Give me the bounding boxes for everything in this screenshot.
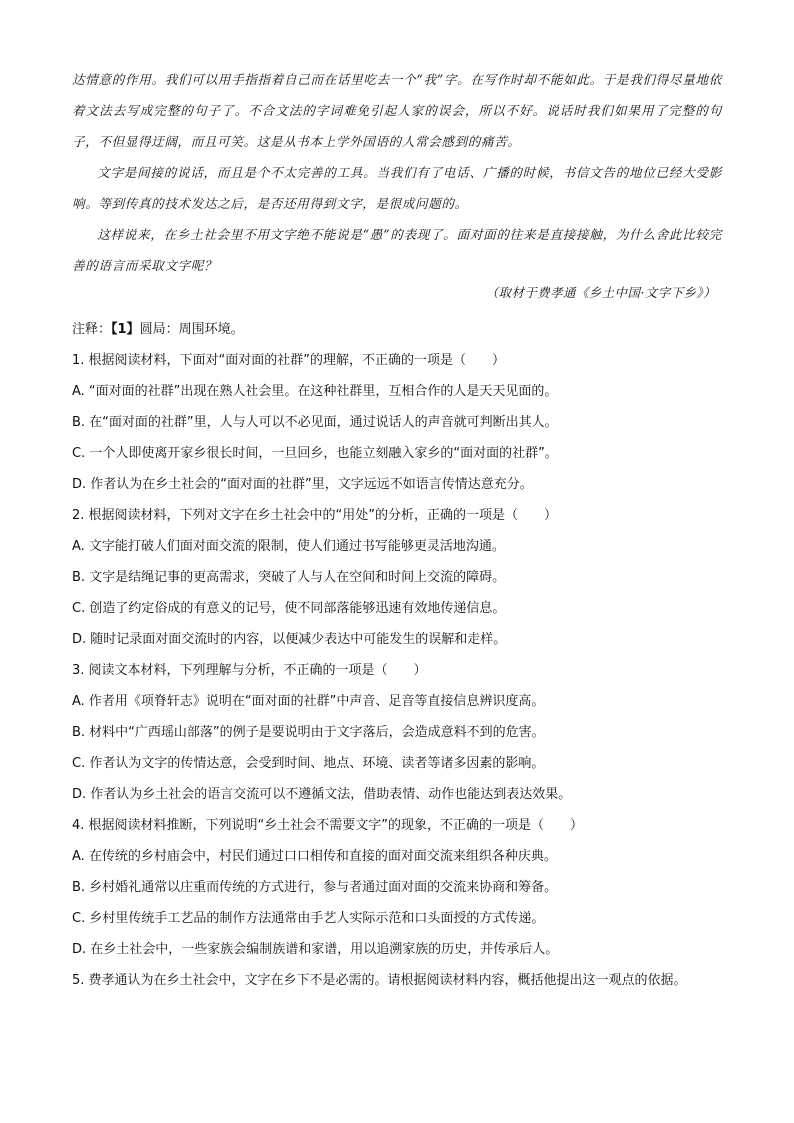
answer-option: B. 文字是结绳记事的更高需求，突破了人与人在空间和时间上交流的障碍。: [72, 570, 506, 585]
question-stem: 5. 费孝通认为在乡土社会中，文字在乡下不是必需的。请根据阅读材料内容，概括他提出这一观点的依据。: [72, 973, 687, 988]
answer-option: B. 乡村婚礼通常以庄重而传统的方式进行，参与者通过面对面的交流来协商和筹备。: [72, 880, 558, 895]
footnote: [72, 314, 724, 345]
answer-option: C. 乡村里传统手工艺品的制作方法通常由手艺人实际示范和口头面授的方式传递。: [72, 911, 545, 926]
answer-option: C. 一个人即使离开家乡很长时间，一旦回乡，也能立刻融入家乡的“面对面的社群”。: [72, 446, 558, 461]
answer-option: C. 创造了约定俗成的有意义的记号，使不同部落能够迅速有效地传递信息。: [72, 601, 506, 616]
answer-option: D. 随时记录面对面交流时的内容，以便减少表达中可能发生的误解和走样。: [72, 632, 507, 647]
footnote-tag: 【1】: [111, 322, 140, 337]
answer-option: D. 作者认为在乡土社会的“面对面的社群”里，文字远远不如语言传情达意充分。: [72, 477, 533, 492]
answer-option: A. 作者用《项脊轩志》说明在“面对面的社群”中声音、足音等直接信息辨识度高。: [72, 694, 545, 709]
question-stem: 3. 阅读文本材料，下列理解与分析，不正确的一项是（ ）: [72, 663, 427, 678]
answer-option: B. 在“面对面的社群”里，人与人可以不必见面，通过说话人的声音就可判断出其人。: [72, 415, 558, 430]
passage-paragraph-1: 达情意的作用。我们可以用手指指着自己而在话里吃去一个“我”字。在写作时却不能如此。于是我们得尽量地依着文法去写成完整的句子了。不合文法的字词难免引起人家的误会，所以不好。说话时我们如果用了完整的句子，不但显得迂阔，而且可笑。这是从书本上学外国语的人常会感到的痛苦。: [72, 72, 722, 149]
question-stem: 4. 根据阅读材料推断，下列说明“乡土社会不需要文字”的现象，不正确的一项是（ ）: [72, 818, 584, 833]
question-stem: 2. 根据阅读材料，下列对文字在乡土社会中的“用处”的分析，正确的一项是（ ）: [72, 508, 558, 523]
reading-passage: [72, 64, 722, 281]
question-section: [72, 314, 724, 996]
footnote-label: 注释：: [72, 322, 112, 337]
passage-paragraph-3: 这样说来，在乡土社会里不用文字绝不能说是“愚”的表现了。面对面的往来是直接接触，为什么舍此比较完善的语言而采取文字呢？: [72, 227, 722, 273]
question-stem: 1. 根据阅读材料，下面对“面对面的社群”的理解，不正确的一项是（ ）: [72, 353, 506, 368]
answer-option: D. 在乡土社会中，一些家族会编制族谱和家谱，用以追溯家族的历史，并传承后人。: [72, 942, 559, 957]
answer-option: D. 作者认为乡土社会的语言交流可以不遵循文法，借助表情、动作也能达到表达效果。: [72, 787, 572, 802]
footnote-text: 圆局：周围环境。: [139, 322, 244, 337]
answer-option: B. 材料中“广西瑶山部落”的例子是要说明由于文字落后，会造成意料不到的危害。: [72, 725, 545, 740]
passage-source: （取材于费孝通《乡土中国·文字下乡》）: [485, 285, 716, 300]
passage-paragraph-2: 文字是间接的说话，而且是个不太完善的工具。当我们有了电话、广播的时候，书信文告的地位已经大受影响。等到传真的技术发达之后，是否还用得到文字，是很成问题的。: [72, 165, 722, 211]
answer-option: C. 作者认为文字的传情达意，会受到时间、地点、环境、读者等诸多因素的影响。: [72, 756, 545, 771]
answer-option: A. 在传统的乡村庙会中，村民们通过口口相传和直接的面对面交流来组织各种庆典。: [72, 849, 557, 864]
answer-option: A. “面对面的社群”出现在熟人社会里。在这种社群里，互相合作的人是天天见面的。: [72, 384, 558, 399]
answer-option: A. 文字能打破人们面对面交流的限制，使人们通过书写能够更灵活地沟通。: [72, 539, 505, 554]
